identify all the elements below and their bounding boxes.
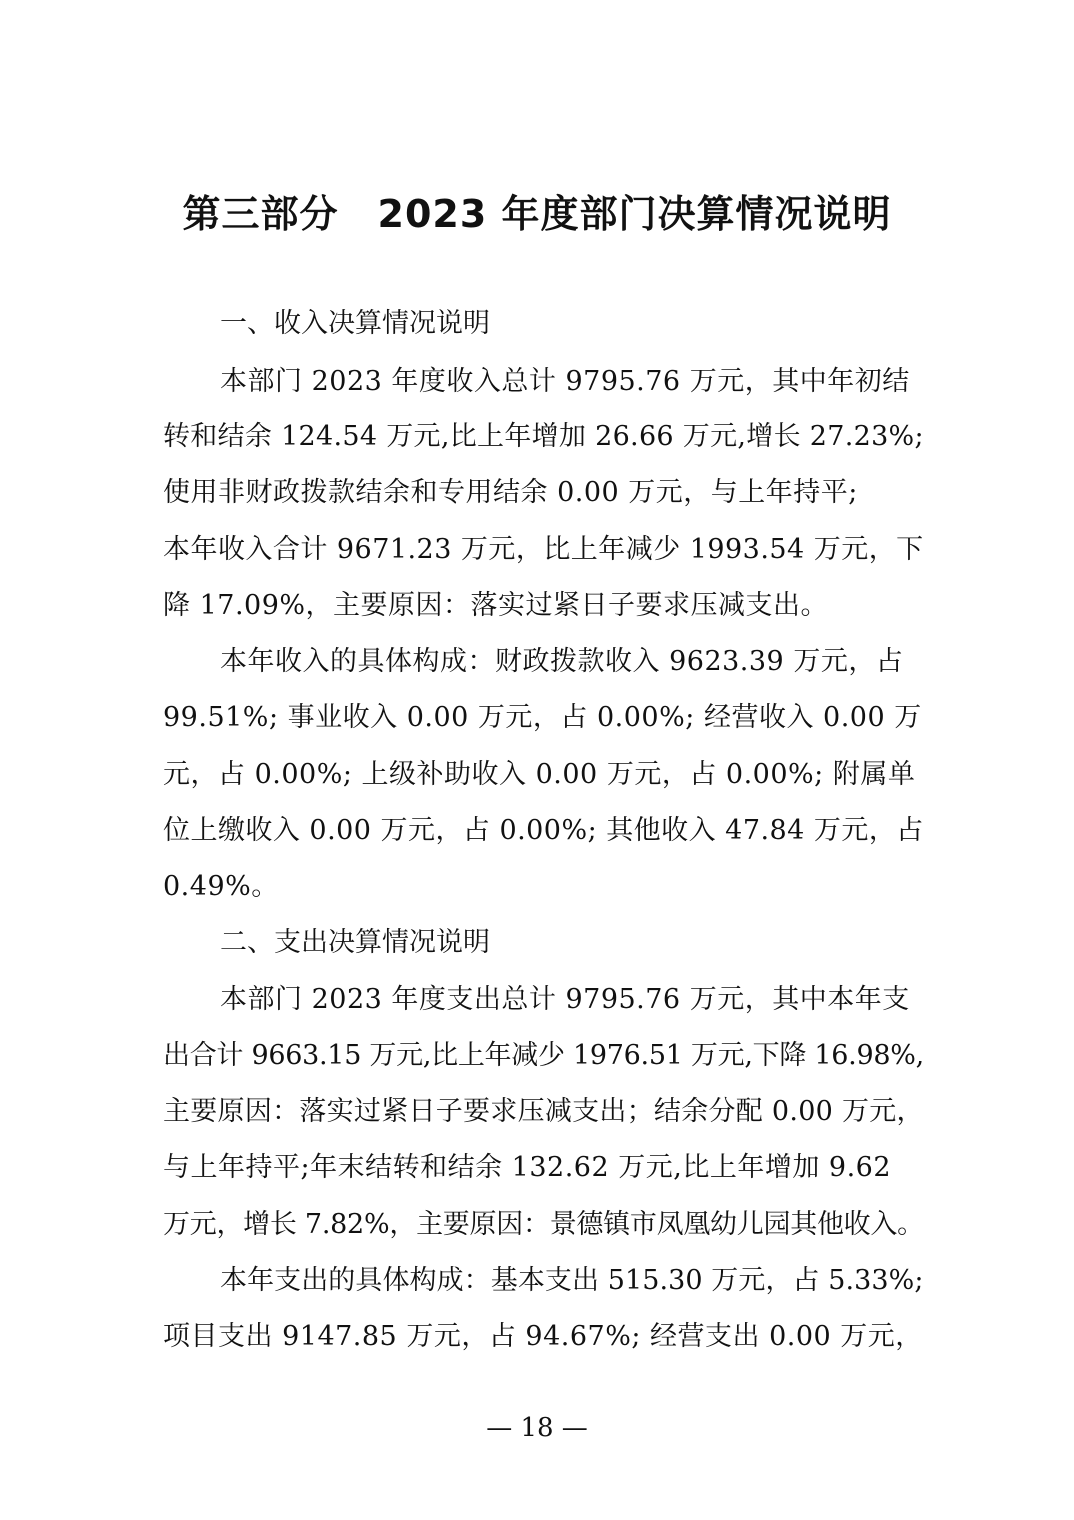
paragraph-line: 降 17.09%，主要原因：落实过紧日子要求压减支出。 <box>163 590 829 621</box>
paragraph-line: 使用非财政拨款结余和专用结余 0.00 万元，与上年持平; <box>163 477 858 508</box>
paragraph-line: 出合计 9663.15 万元,比上年减少 1976.51 万元,下降 16.98%, <box>163 1040 924 1071</box>
paragraph-line: 与上年持平;年末结转和结余 132.62 万元,比上年增加 9.62 <box>163 1152 892 1183</box>
paragraph-line: 项目支出 9147.85 万元，占 94.67%; 经营支出 0.00 万元， <box>163 1321 923 1352</box>
page-title: 第三部分 2023 年度部门决算情况说明 <box>182 192 892 236</box>
paragraph-line: 元，占 0.00%; 上级补助收入 0.00 万元，占 0.00%; 附属单 <box>163 759 916 790</box>
section-heading-expenditure: 二、支出决算情况说明 <box>220 927 490 958</box>
paragraph-line: 本年支出的具体构成：基本支出 515.30 万元，占 5.33%; <box>220 1265 924 1296</box>
section-heading-income: 一、收入决算情况说明 <box>220 308 490 339</box>
page-number: — 18 — <box>486 1413 588 1443</box>
paragraph-line: 本部门 2023 年度收入总计 9795.76 万元，其中年初结 <box>220 366 910 397</box>
paragraph-line: 本部门 2023 年度支出总计 9795.76 万元，其中本年支 <box>220 984 910 1015</box>
paragraph-line: 万元，增长 7.82%，主要原因：景德镇市凤凰幼儿园其他收入。 <box>163 1209 924 1240</box>
paragraph-line: 位上缴收入 0.00 万元，占 0.00%; 其他收入 47.84 万元，占 <box>163 815 924 846</box>
paragraph-line: 主要原因：落实过紧日子要求压减支出；结余分配 0.00 万元， <box>163 1096 924 1127</box>
paragraph-line: 本年收入的具体构成：财政拨款收入 9623.39 万元，占 <box>220 646 904 677</box>
paragraph-line: 0.49%。 <box>163 871 279 902</box>
paragraph-line: 99.51%; 事业收入 0.00 万元，占 0.00%; 经营收入 0.00 万 <box>163 702 922 733</box>
paragraph-line: 本年收入合计 9671.23 万元，比上年减少 1993.54 万元，下 <box>163 534 924 565</box>
paragraph-line: 转和结余 124.54 万元,比上年增加 26.66 万元,增长 27.23%; <box>163 421 924 452</box>
